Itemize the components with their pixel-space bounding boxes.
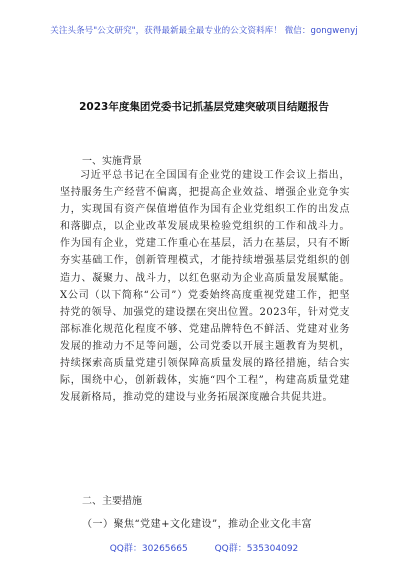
- qq-group-2: QQ群：535304092: [214, 544, 299, 554]
- footer-contacts: [0, 541, 408, 554]
- promo-banner[interactable]: 关注头条号"公文研究"，获得最新最全最专业的公文资料库！ 微信：gongwenyj: [50, 26, 358, 36]
- document-title: 2023年度集团党委书记抓基层党建突破项目结题报告: [79, 101, 329, 113]
- section-heading-measures: 二、主要措施: [82, 496, 142, 507]
- section-heading-background: 一、实施背景: [82, 156, 142, 167]
- measure-subheading-1: （一）聚焦“党建+文化建设”，推动企业文化丰富: [82, 519, 313, 530]
- background-paragraph: 习近平总书记在全国国有企业党的建设工作会议上指出，坚持服务生产经营不偏离，把提高企业效益、增强企业竞争实力，实现国有资产保值增值作为国有企业党组织工作的出发点和落脚点，以企业改革发展成果检验党组织的工作和战斗力。作为国有企业，党建工作重心在基层，活力在基层，只有不断夯实基础工作，创新管理模式，才能持续增强基层党组织的创造力、凝聚力、战斗力，以红色驱动为企业高质量发展赋能。X公司（以下简称“公司”）党委始终高度重视党建工作，把坚持党的领导、加强党的建设摆在突出位置。2023年，针对党支部标准化规范化程度不够、党建品牌特色不鲜活、党建对业务发展的推动力不足等问题，公司党委以开展主题教育为契机，持续探索高质量党建引领保障高质量发展的路径措施，结合实际，围绕中心，创新载体，实施“四个工程”，构建高质量党建发展新格局，推动党的建设与业务拓展深度融合共促共进。: [60, 170, 350, 404]
- qq-group-1: QQ群：30265665: [109, 544, 188, 554]
